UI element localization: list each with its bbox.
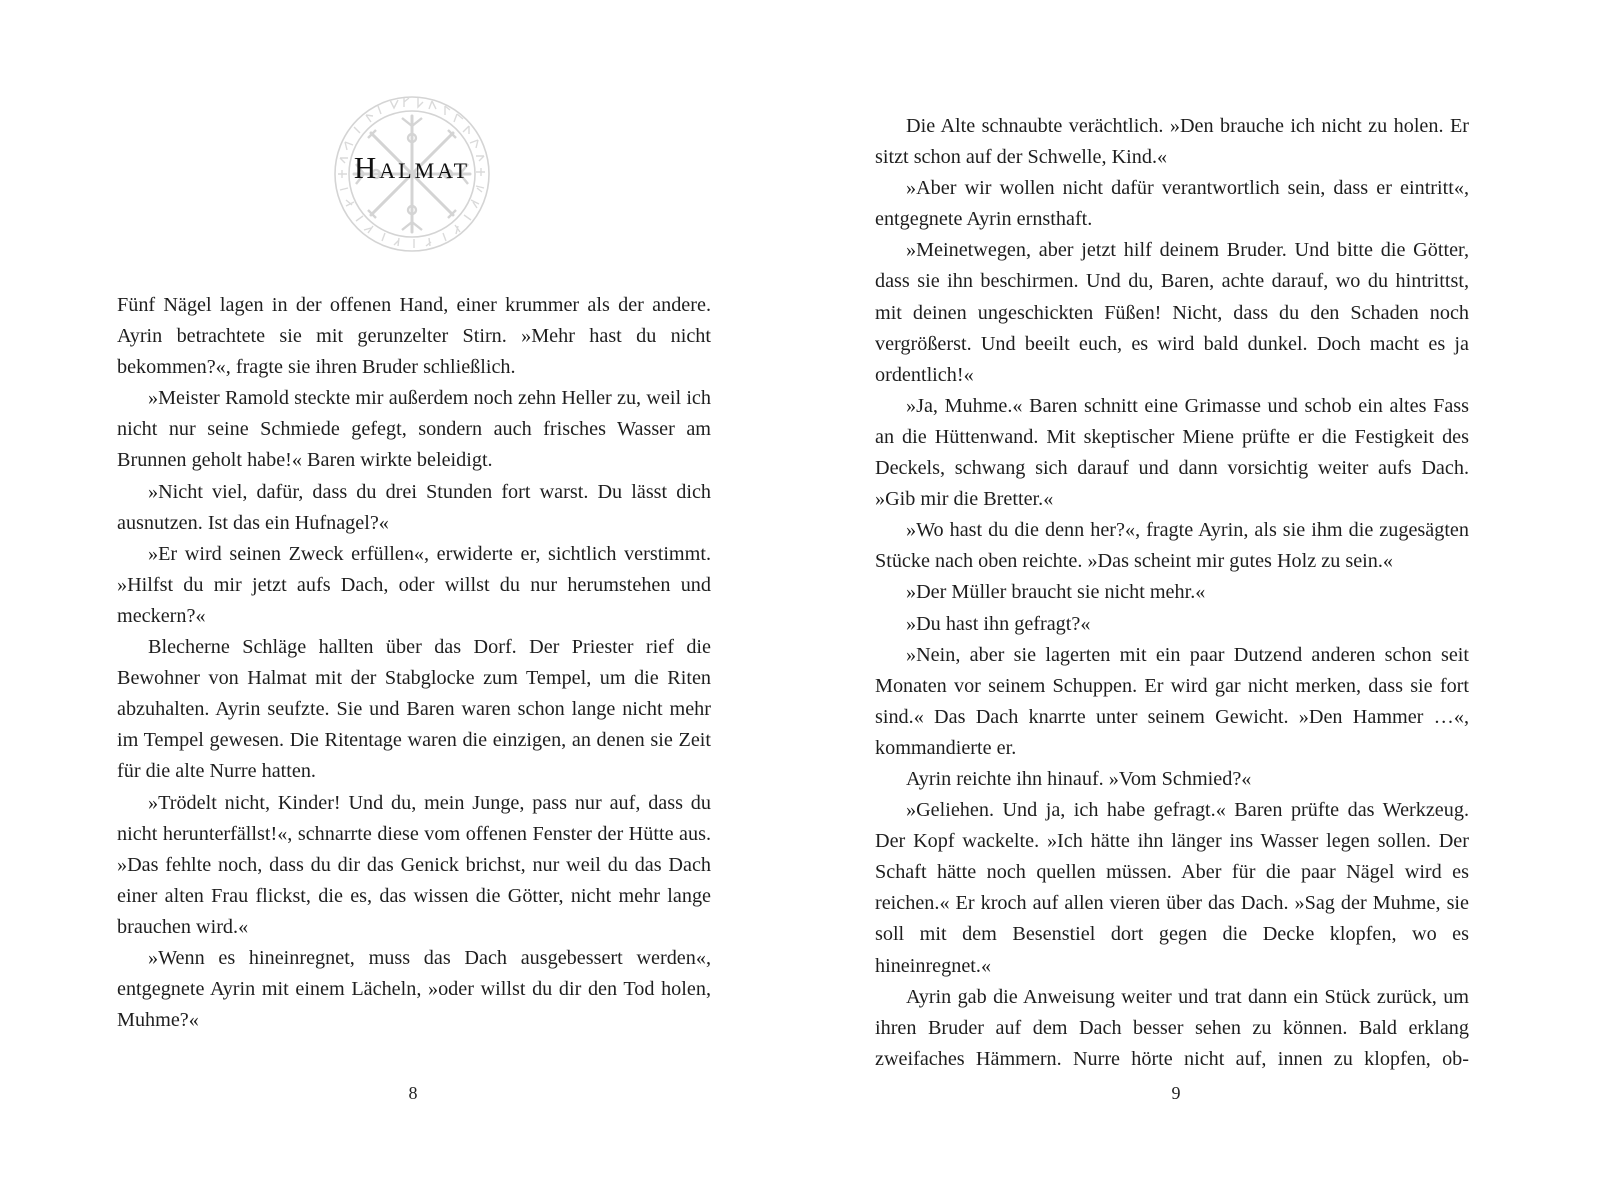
paragraph: »Trödelt nicht, Kinder! Und du, mein Junge, pass nur auf, dass du nicht herunterfällst!«, schnarrte diese vom offenen Fenster der Hütte aus. »Das fehlte noch, dass du dir das Genick brichst, nur weil du das Dach einer alten Frau flickst, die es, das wissen die Götter, nicht mehr lange brauchen wird.« <box>117 791 711 938</box>
paragraph: »Der Müller braucht sie nicht mehr.« <box>906 581 1206 604</box>
paragraph: »Meister Ramold steckte mir außerdem noch zehn Heller zu, weil ich nicht nur seine Schmiede gefegt, sondern auch frisches Wasser am Brunnen geholt habe!« Baren wirkte beleidigt. <box>117 387 711 472</box>
right-page <box>800 0 1600 1186</box>
paragraph: »Meinetwegen, aber jetzt hilf deinem Bruder. Und bitte die Götter, dass sie ihn beschirmen. Und du, Baren, achte darauf, wo du hintrittst, mit deinen ungeschickten Füßen! Nicht, dass du den Schaden noch vergrößerst. Und beeilt euch, es wird bald dunkel. Doch macht es ja ordentlich!« <box>875 239 1469 386</box>
paragraph: »Er wird seinen Zweck erfüllen«, erwiderte er, sichtlich verstimmt. »Hilfst du mir jetzt aufs Dach, oder willst du nur herumstehen und meckern?« <box>117 542 711 627</box>
right-page-text <box>875 111 1469 1075</box>
paragraph: »Nicht viel, dafür, dass du drei Stunden fort warst. Du lässt dich ausnutzen. Ist das ein Hufnagel?« <box>117 480 711 534</box>
paragraph: »Aber wir wollen nicht dafür verantwortlich sein, dass er eintritt«, entgegnete Ayrin ernsthaft. <box>875 177 1469 231</box>
paragraph: Ayrin reichte ihn hinauf. »Vom Schmied?« <box>906 767 1252 790</box>
paragraph: »Nein, aber sie lagerten mit ein paar Dutzend anderen schon seit Monaten vor seinem Schuppen. Er wird gar nicht merken, dass sie fort sind.« Das Dach knarrte unter seinem Gewicht. »Den Hammer …«, kommandierte er. <box>875 643 1469 759</box>
paragraph: Die Alte schnaubte verächtlich. »Den brauche ich nicht zu holen. Er sitzt schon auf der Schwelle, Kind.« <box>875 115 1469 169</box>
paragraph: »Geliehen. Und ja, ich habe gefragt.« Baren prüfte das Werkzeug. Der Kopf wackelte. »Ich hätte ihn länger ins Wasser legen sollen. Der Schaft hätte noch quellen müssen. Aber für die paar Nägel wird es reichen.« Er kroch auf allen vieren über das Dach. »Sag der Muhme, sie soll mit dem Besenstiel dort gegen die Decke klopfen, wo es hineinregnet.« <box>875 799 1469 977</box>
paragraph: Ayrin gab die Anweisung weiter und trat dann ein Stück zurück, um ihren Bruder auf dem Dach besser sehen zu können. Bald erklang zweifaches Hämmern. Nurre hörte nicht auf, innen zu klopfen, ob- <box>875 985 1469 1070</box>
page-number: 9 <box>1171 1083 1181 1103</box>
paragraph: »Du hast ihn gefragt?« <box>906 612 1091 635</box>
chapter-title: Halmat <box>353 150 471 185</box>
left-page-text <box>117 290 711 1036</box>
paragraph: »Wenn es hineinregnet, muss das Dach ausgebessert werden«, entgegnete Ayrin mit einem Lächeln, »oder willst du dir den Tod holen, Muhme?« <box>117 946 711 1032</box>
paragraph: »Wo hast du die denn her?«, fragte Ayrin, als sie ihm die zugesägten Stücke nach oben reichte. »Das scheint mir gutes Holz zu sein.« <box>875 519 1469 573</box>
paragraph: Fünf Nägel lagen in der offenen Hand, einer krummer als der andere. Ayrin betrachtete sie mit gerunzelter Stirn. »Mehr hast du nicht bekommen?«, fragte sie ihren Bruder schließlich. <box>117 294 711 379</box>
paragraph: Blecherne Schläge hallten über das Dorf. Der Priester rief die Bewohner von Halmat mit der Stabglocke zum Tempel, um die Riten abzuhalten. Ayrin seufzte. Sie und Baren waren schon lange nicht mehr im Tempel gewesen. Die Ritentage waren die einzigen, an denen sie Zeit für die alte Nurre hatten. <box>117 636 711 783</box>
paragraph: »Ja, Muhme.« Baren schnitt eine Grimasse und schob ein altes Fass an die Hüttenwand. Mit skeptischer Miene prüfte er die Festigkeit des Deckels, schwang sich darauf und dann vorsichtig weiter aufs Dach. »Gib mir die Bretter.« <box>875 394 1469 511</box>
page-number: 8 <box>408 1083 418 1103</box>
